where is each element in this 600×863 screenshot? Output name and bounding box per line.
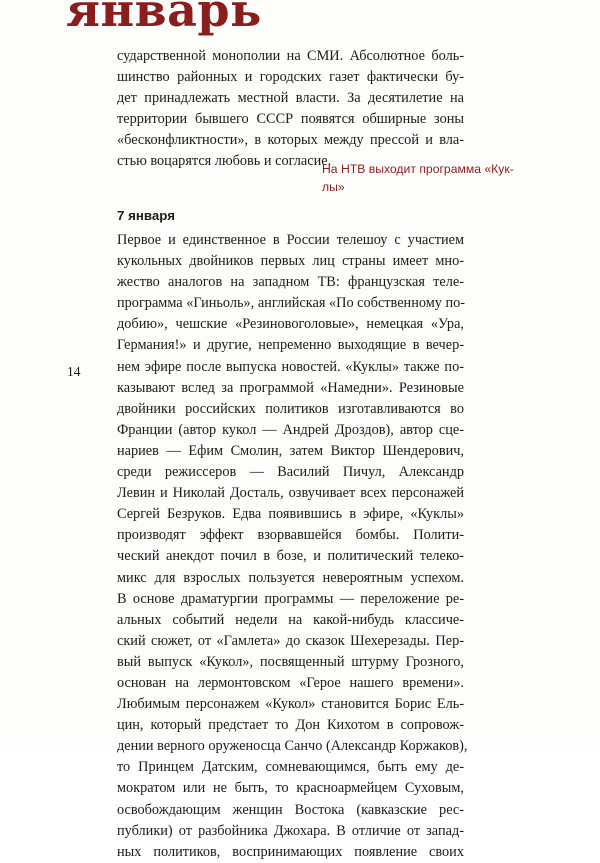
text-line: нариев — Ефим Смолин, затем Виктор Шендерович,: [117, 442, 464, 459]
text-line: мократом или не быть, то красноармейцем Суховым,: [117, 780, 464, 797]
text-line: Германия!» и другие, непременно выходящие в вечер-: [117, 337, 464, 354]
text-line: двойники российских политиков изготавливаются во: [117, 400, 464, 417]
text-line: стью воцарятся любовь и согласие.: [117, 153, 332, 170]
text-line: микс для взрослых пользуется невероятным успехом.: [117, 569, 464, 586]
text-line: В основе драматургии программы — переложение ре-: [117, 590, 464, 607]
text-line: Первое и единственное в России телешоу с участием: [117, 232, 464, 248]
text-line: казывают вслед за программой «Намедни». Резиновые: [117, 379, 464, 396]
text-line: цин, который предстает то Дон Кихотом в сопровож-: [117, 717, 464, 734]
text-line: ных политиков, воспринимающих появление своих: [117, 843, 464, 860]
text-line: сударственной монополии на СМИ. Абсолютное боль-: [117, 48, 464, 64]
text-line: ский сюжет, от «Гамлета» до сказок Шехерезады. Пер-: [117, 632, 464, 649]
page-number: 14: [67, 364, 81, 379]
text-line: производят эффект взорвавшейся бомбы. Полити-: [117, 527, 464, 544]
text-line: вый выпуск «Кукол», посвященный штурму Грозного,: [117, 653, 464, 670]
intro-paragraph: [117, 46, 464, 173]
text-line: дет принадлежать местной власти. За десятилетие на: [117, 90, 464, 107]
text-line: программа «Гиньоль», английская «По собственному по-: [117, 295, 466, 312]
text-line: дении верного оруженосца Санчо (Александр Коржаков),: [117, 738, 468, 755]
text-line: Франции (автор кукол — Андрей Дроздов), автор сце-: [117, 421, 464, 438]
text-line: Левин и Николай Досталь, озвучивает всех персонажей: [117, 485, 464, 502]
article-paragraph: [117, 230, 468, 863]
text-line: территории бывшего СССР появятся обширные зоны: [117, 111, 464, 128]
text-line: освобождающим женщин Востока (кавказские рес-: [117, 801, 464, 818]
text-line: шинство районных и городских газет фактически бу-: [117, 69, 464, 86]
text-line: добию», чешские «Резиновоголовые», немецкая «Ура,: [117, 316, 464, 333]
date-label: 7 января: [117, 208, 175, 223]
text-line: альных событий недели на какой-нибудь классиче-: [117, 611, 464, 628]
text-line: На НТВ выходит программа «Кук-: [322, 162, 514, 176]
text-line: то Принцем Датским, сомневающимся, быть ему де-: [117, 759, 464, 776]
text-line: кукольных двойников первых лиц страны имеет мно-: [117, 253, 464, 270]
text-line: жество аналогов на западном ТВ: французская теле-: [117, 274, 464, 291]
text-line: лы»: [322, 179, 345, 194]
text-line: нем эфире после выпуска новостей. «Куклы» также по-: [117, 358, 464, 375]
text-line: «бесконфликтности», в которых между прессой и вла-: [117, 132, 464, 149]
news-headline-note: [322, 161, 512, 196]
text-line: ческий анекдот почил в бозе, и политический телеко-: [117, 548, 464, 565]
chapter-title: январь: [66, 0, 262, 37]
text-line: среди режиссеров — Василий Пичул, Александр: [117, 464, 464, 481]
text-line: Сергей Безруков. Едва появившись в эфире, «Куклы»: [117, 506, 464, 523]
text-line: основан на лермонтовском «Герое нашего времени».: [117, 674, 464, 691]
text-line: публики) от разбойника Джохара. В отличие от запад-: [117, 822, 464, 839]
text-line: Любимым персонажем «Кукол» становится Борис Ель-: [117, 696, 464, 713]
